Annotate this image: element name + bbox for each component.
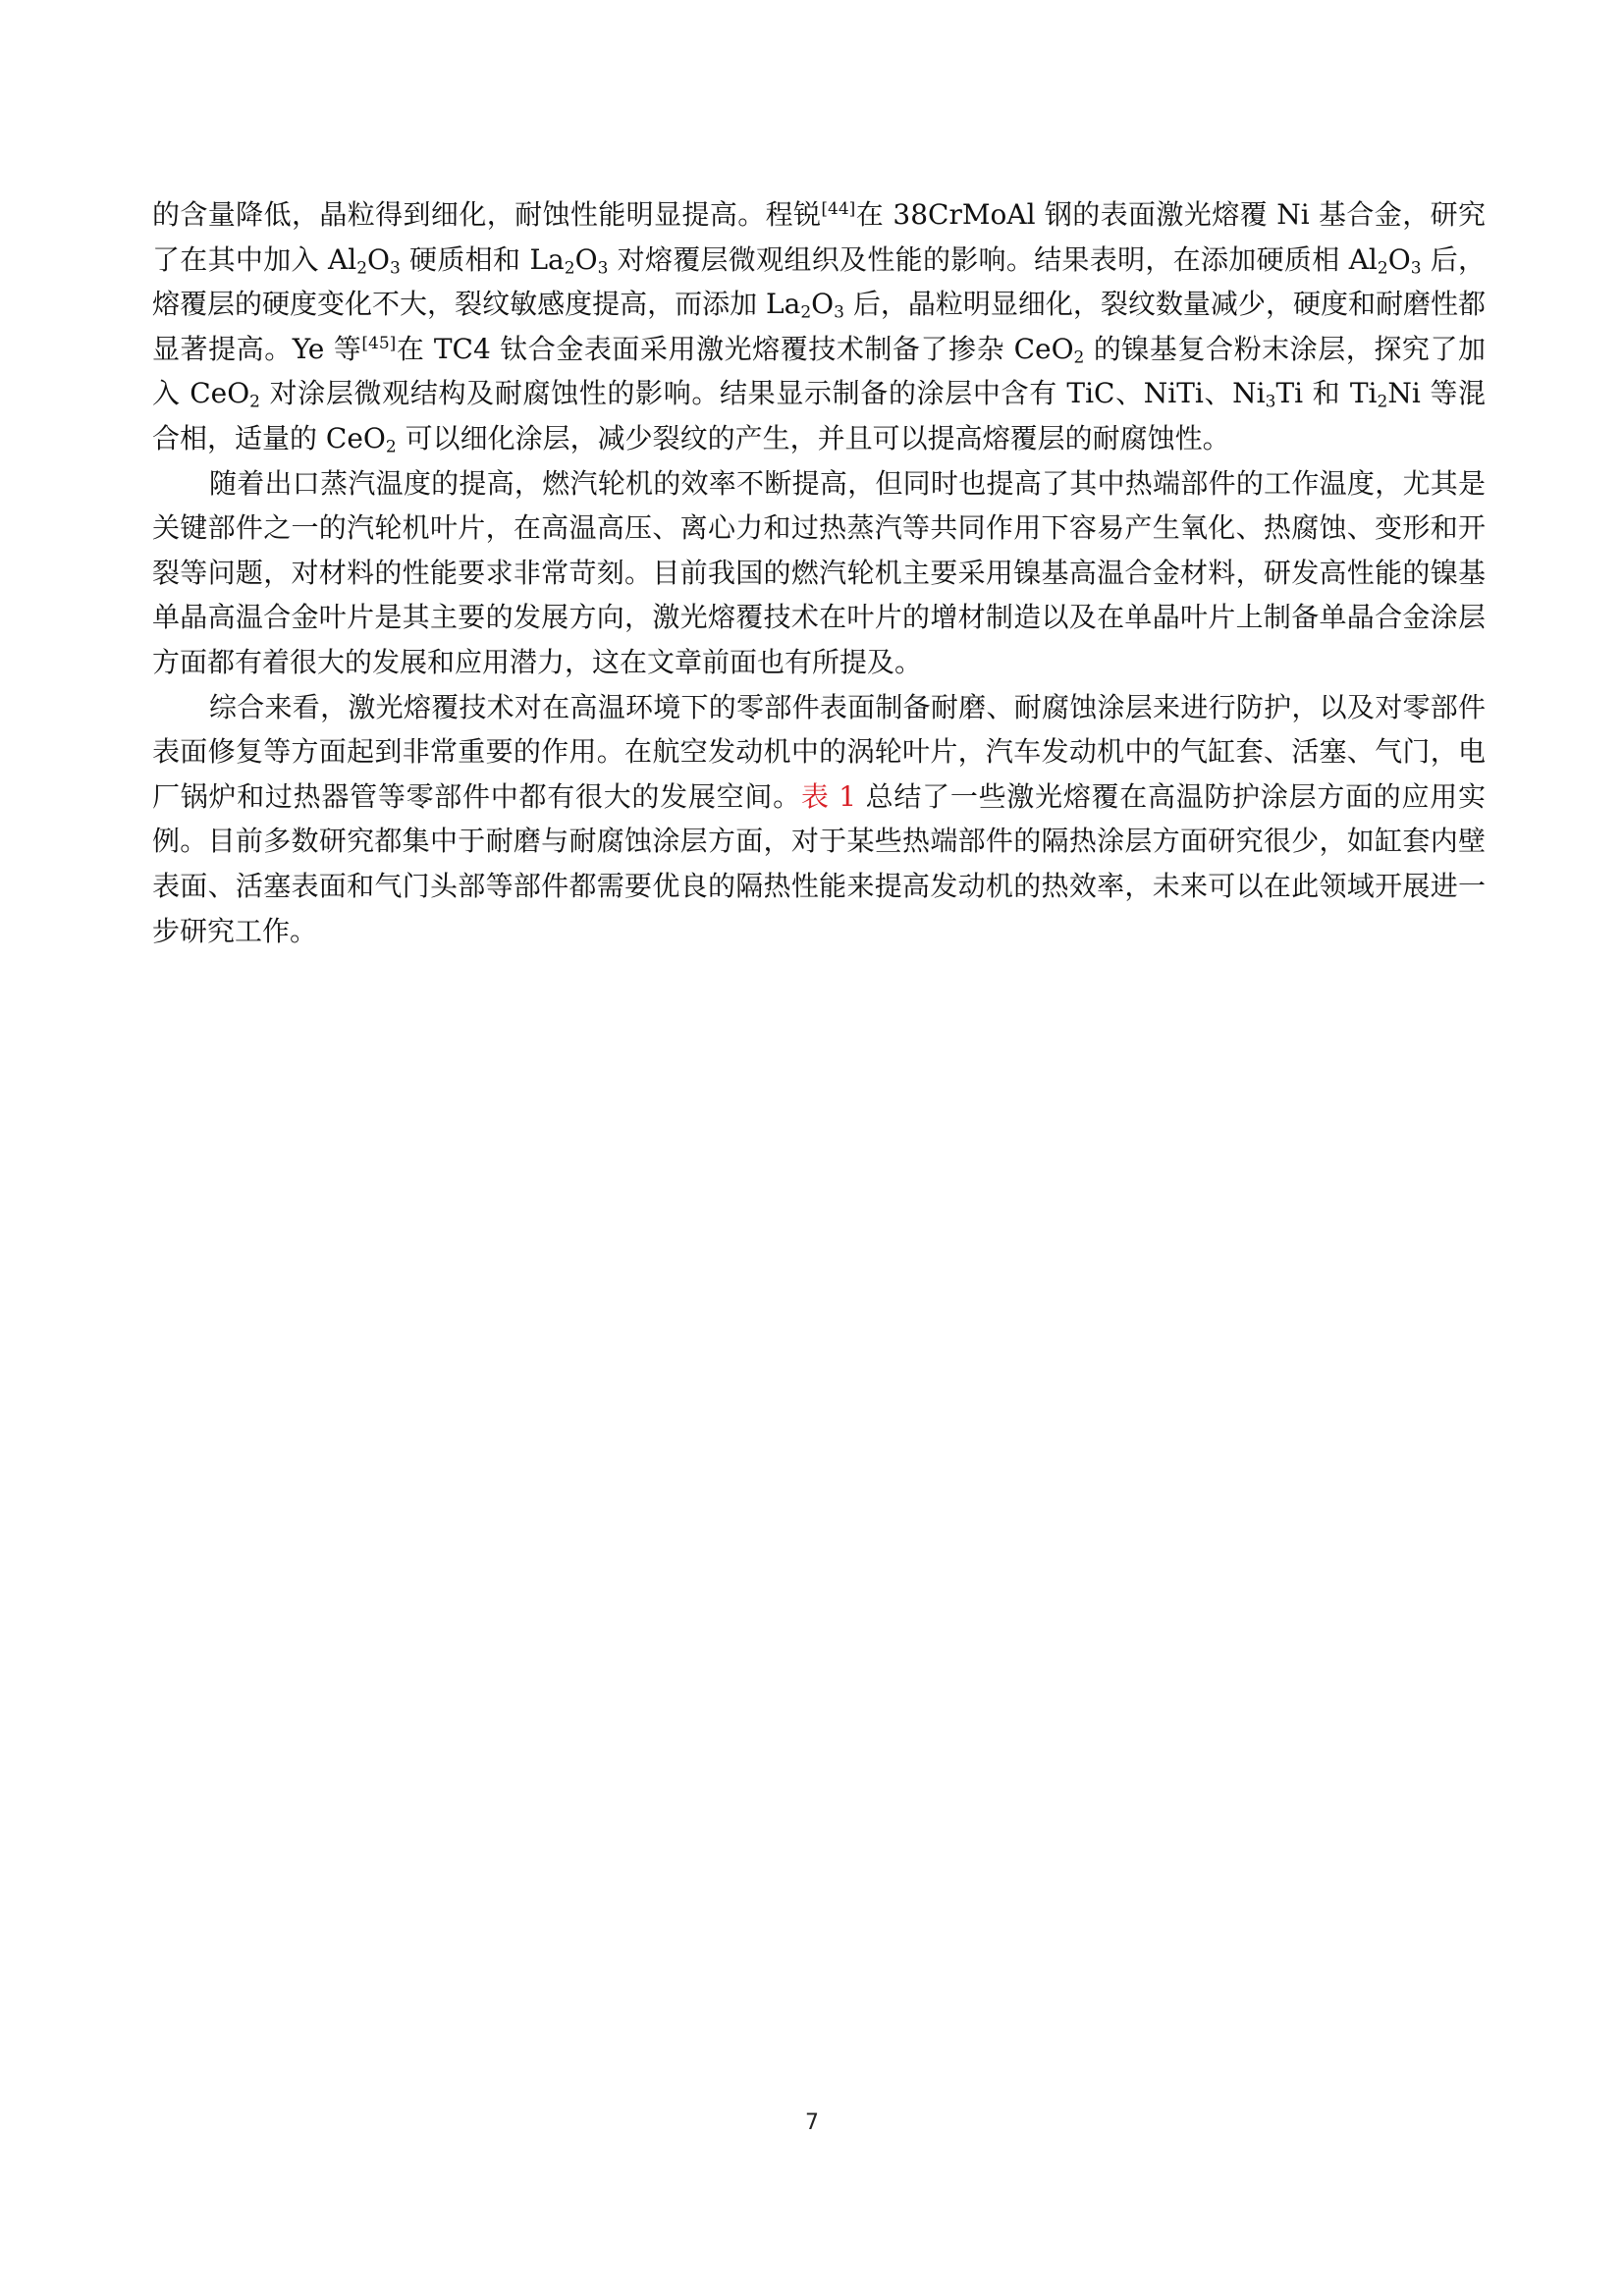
page-number: 7 [805,2110,819,2135]
text-segment: O [367,242,391,276]
paragraph-1 [152,192,1486,461]
subscript: 2 [1377,392,1388,412]
table-reference-link[interactable]: 表 1 [800,779,857,813]
subscript: 2 [1377,257,1388,278]
text-segment: 的镍基复合粉末涂层，探究了加入 CeO [152,332,1486,410]
text-segment: 后，晶粒明显细化，裂纹数量减少，硬度和耐磨性都显著提高。Ye 等 [152,288,1486,365]
text-segment: O [811,288,835,321]
text-segment: 硬质相和 La [400,242,565,276]
subscript: 2 [356,257,368,278]
subscript: 2 [385,437,397,457]
text-segment: Ti 和 Ti [1275,377,1378,410]
subscript: 3 [1265,392,1276,412]
text-segment: 在 TC4 钛合金表面采用激光熔覆技术制备了掺杂 CeO [396,332,1074,365]
citation-marker: [45] [361,333,397,353]
subscript: 3 [597,257,609,278]
text-segment: 综合来看，激光熔覆技术对在高温环境下的零部件表面制备耐磨、耐腐蚀涂层来进行防护，以及对零部件表面修复等方面起到非常重要的作用。在航空发动机中的涡轮叶片，汽车发动机中的气缸套、活塞、气门，电厂锅炉和过热器管等零部件中都有很大的发展空间。 [152,690,1486,813]
text-segment: 对熔覆层微观组织及性能的影响。结果表明，在添加硬质相 Al [608,242,1378,276]
text-segment: 的含量降低，晶粒得到细化，耐蚀性能明显提高。程锐 [152,198,822,231]
text-segment: O [574,242,598,276]
text-segment: 对涂层微观结构及耐腐蚀性的影响。结果显示制备的涂层中含有 TiC、NiTi、Ni [260,377,1266,410]
subscript: 3 [390,257,401,278]
document-body [152,192,1486,953]
subscript: 3 [1410,257,1422,278]
text-segment: Ni 等混合相，适量的 CeO [152,377,1486,454]
text-segment: 总结了一些激光熔覆在高温防护涂层方面的应用实例。目前多数研究都集中于耐磨与耐腐蚀涂层方面，对于某些热端部件的隔热涂层方面研究很少，如缸套内壁表面、活塞表面和气门头部等部件都需要优良的隔热性能来提高发动机的热效率，未来可以在此领域开展进一步研究工作。 [152,779,1487,947]
subscript: 2 [249,392,260,412]
text-segment: 随着出口蒸汽温度的提高，燃汽轮机的效率不断提高，但同时也提高了其中热端部件的工作温度，尤其是关键部件之一的汽轮机叶片，在高温高压、离心力和过热蒸汽等共同作用下容易产生氧化、热腐蚀、变形和开裂等问题，对材料的性能要求非常苛刻。目前我国的燃汽轮机主要采用镍基高温合金材料，研发高性能的镍基单晶高温合金叶片是其主要的发展方向，激光熔覆技术在叶片的增材制造以及在单晶叶片上制备单晶合金涂层方面都有着很大的发展和应用潜力，这在文章前面也有所提及。 [152,466,1486,678]
subscript: 3 [834,302,844,323]
paragraph-2 [152,461,1486,685]
subscript: 2 [564,257,575,278]
text-segment: O [1387,242,1411,276]
text-segment: 可以细化涂层，减少裂纹的产生，并且可以提高熔覆层的耐腐蚀性。 [396,421,1230,454]
paragraph-3 [152,685,1486,954]
text-segment: 后，熔覆层的硬度变化不大，裂纹敏感度提高，而添加 La [152,242,1487,321]
subscript: 2 [800,302,812,323]
text-segment: 在 38CrMoAl 钢的表面激光熔覆 Ni 基合金，研究了在其中加入 Al [152,198,1486,276]
citation-marker: [44] [821,198,856,219]
subscript: 2 [1073,347,1085,368]
